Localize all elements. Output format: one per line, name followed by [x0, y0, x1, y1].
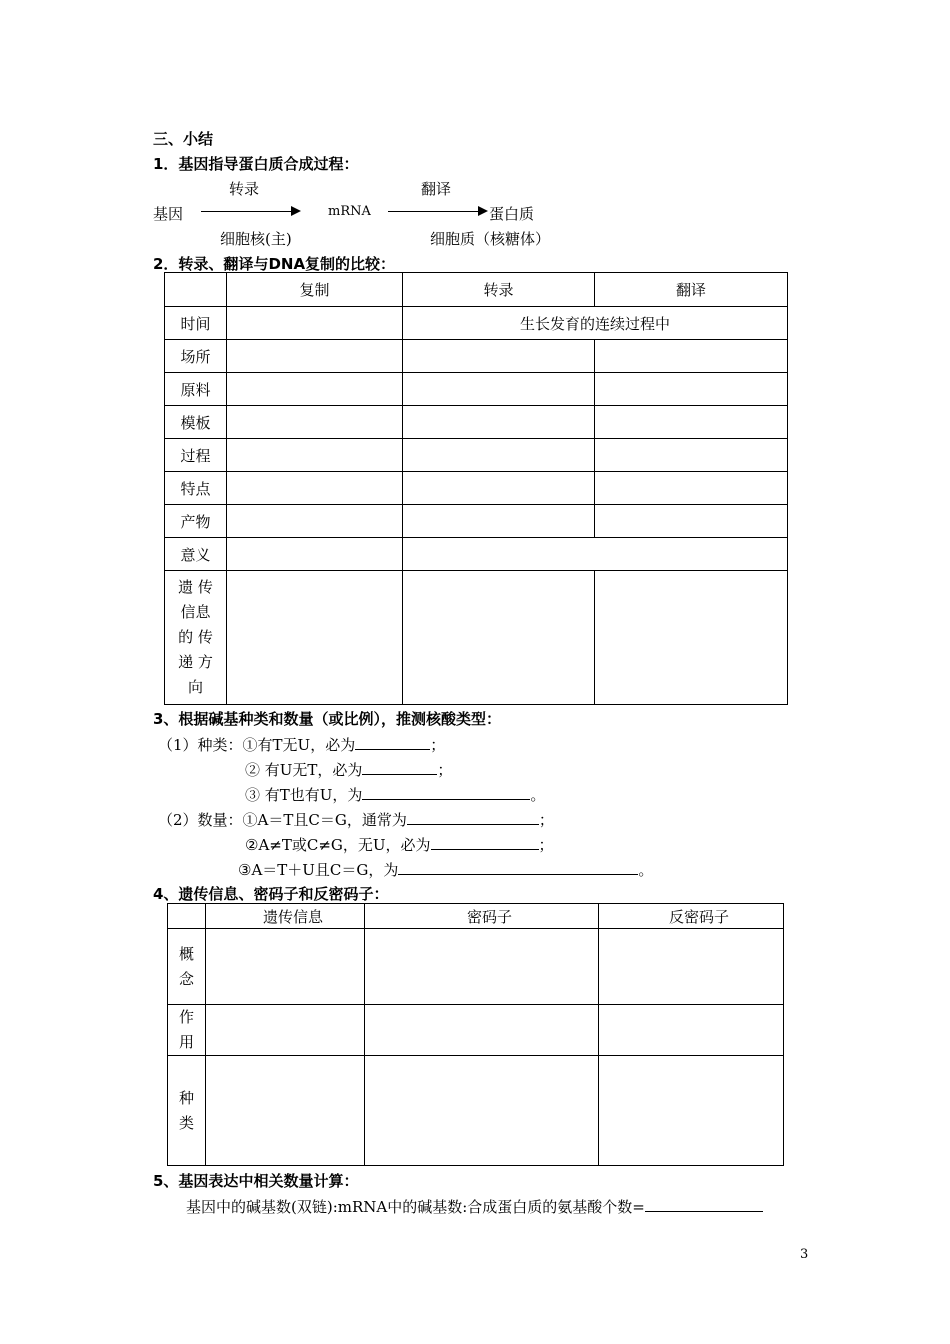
- row-label-concept: 概 念: [168, 929, 206, 1005]
- codon-table: [167, 903, 784, 1166]
- row-label-significance: 意义: [165, 538, 227, 571]
- item5-title: 5、基因表达中相关数量计算：: [153, 1172, 359, 1190]
- cell[interactable]: [595, 472, 788, 505]
- page-number: 3: [800, 1247, 809, 1262]
- blank-field[interactable]: [362, 758, 437, 775]
- protein-label: 蛋白质: [489, 205, 535, 223]
- cell[interactable]: [599, 1056, 784, 1166]
- kind-row-2: ② 有U无T，必为 ；: [245, 758, 452, 780]
- cell[interactable]: [599, 929, 784, 1005]
- item3-title: 3、根据碱基种类和数量（或比例），推测核酸类型：: [153, 710, 501, 728]
- cell[interactable]: [403, 373, 595, 406]
- header-translation: 翻译: [595, 273, 788, 307]
- cell[interactable]: [227, 472, 403, 505]
- row-label-feature: 特点: [165, 472, 227, 505]
- arrow2-line: [388, 211, 478, 212]
- item1-title: 1．基因指导蛋白质合成过程：: [153, 155, 359, 173]
- cell[interactable]: [595, 373, 788, 406]
- mrna-label: mRNA: [328, 204, 371, 219]
- row-label-time: 时间: [165, 307, 227, 340]
- num-row-2: ②A≠T或C≠G，无U，必为 ；: [245, 833, 554, 855]
- cell[interactable]: [227, 439, 403, 472]
- cell[interactable]: [206, 1005, 365, 1056]
- cell[interactable]: [403, 505, 595, 538]
- num-row-1: （2）数量：①A＝T且C＝G，通常为 ；: [158, 808, 554, 830]
- cell[interactable]: [595, 439, 788, 472]
- translation-label: 翻译: [421, 180, 452, 198]
- kind-row-1: （1）种类：①有T无U，必为 ；: [158, 733, 445, 755]
- header-anticodon: 反密码子: [599, 904, 784, 929]
- comparison-table: [164, 272, 788, 705]
- cell[interactable]: [206, 1056, 365, 1166]
- arrow2-head: [478, 206, 488, 216]
- cell[interactable]: [227, 340, 403, 373]
- row-label-template: 模板: [165, 406, 227, 439]
- blank-field[interactable]: [355, 733, 430, 750]
- section-title: 三、小结: [153, 130, 214, 148]
- cell[interactable]: [595, 505, 788, 538]
- cell[interactable]: [599, 1005, 784, 1056]
- blank-field[interactable]: [398, 858, 638, 875]
- row-label-place: 场所: [165, 340, 227, 373]
- cell[interactable]: [595, 340, 788, 373]
- blank-field[interactable]: [431, 833, 539, 850]
- gene-label: 基因: [153, 205, 184, 223]
- cell[interactable]: [206, 929, 365, 1005]
- arrow1-head: [291, 206, 301, 216]
- cell[interactable]: [227, 505, 403, 538]
- nucleus-label: 细胞核(主): [220, 230, 292, 248]
- item5-text: 基因中的碱基数(双链):mRNA中的碱基数:合成蛋白质的氨基酸个数=: [186, 1195, 763, 1217]
- corner-cell: [165, 273, 227, 307]
- cell-significance-merged[interactable]: [403, 538, 788, 571]
- cell-time-merged: 生长发育的连续过程中: [403, 307, 788, 340]
- cell[interactable]: [595, 406, 788, 439]
- header-genetic-info: 遗传信息: [206, 904, 365, 929]
- item4-title: 4、遗传信息、密码子和反密码子：: [153, 885, 389, 903]
- cell[interactable]: [403, 472, 595, 505]
- header-transcription: 转录: [403, 273, 595, 307]
- cell[interactable]: [403, 571, 595, 705]
- cell[interactable]: [227, 571, 403, 705]
- blank-field[interactable]: [407, 808, 539, 825]
- row-label-process: 过程: [165, 439, 227, 472]
- cell[interactable]: [403, 439, 595, 472]
- blank-field[interactable]: [645, 1195, 763, 1212]
- header-replication: 复制: [227, 273, 403, 307]
- cell[interactable]: [365, 1056, 599, 1166]
- row-label-product: 产物: [165, 505, 227, 538]
- cell-time-replication[interactable]: [227, 307, 403, 340]
- num-row-3: ③A＝T＋U且C＝G，为 。: [238, 858, 653, 880]
- cell[interactable]: [403, 406, 595, 439]
- cell[interactable]: [365, 1005, 599, 1056]
- transcription-label: 转录: [229, 180, 260, 198]
- blank-field[interactable]: [362, 783, 530, 800]
- cell[interactable]: [595, 571, 788, 705]
- row-label-direction: 遗 传 信息 的 传 递 方 向: [165, 571, 227, 705]
- row-label-material: 原料: [165, 373, 227, 406]
- kind-row-3: ③ 有T也有U，为 。: [245, 783, 545, 805]
- row-label-kind: 种 类: [168, 1056, 206, 1166]
- cell[interactable]: [227, 538, 403, 571]
- item2-title: 2．转录、翻译与DNA复制的比较：: [153, 255, 396, 273]
- cell[interactable]: [365, 929, 599, 1005]
- cell[interactable]: [227, 406, 403, 439]
- header-codon: 密码子: [365, 904, 599, 929]
- cytoplasm-label: 细胞质（核糖体）: [430, 230, 551, 248]
- row-label-function: 作 用: [168, 1005, 206, 1056]
- cell[interactable]: [403, 340, 595, 373]
- arrow1-line: [201, 211, 291, 212]
- corner-cell: [168, 904, 206, 929]
- cell[interactable]: [227, 373, 403, 406]
